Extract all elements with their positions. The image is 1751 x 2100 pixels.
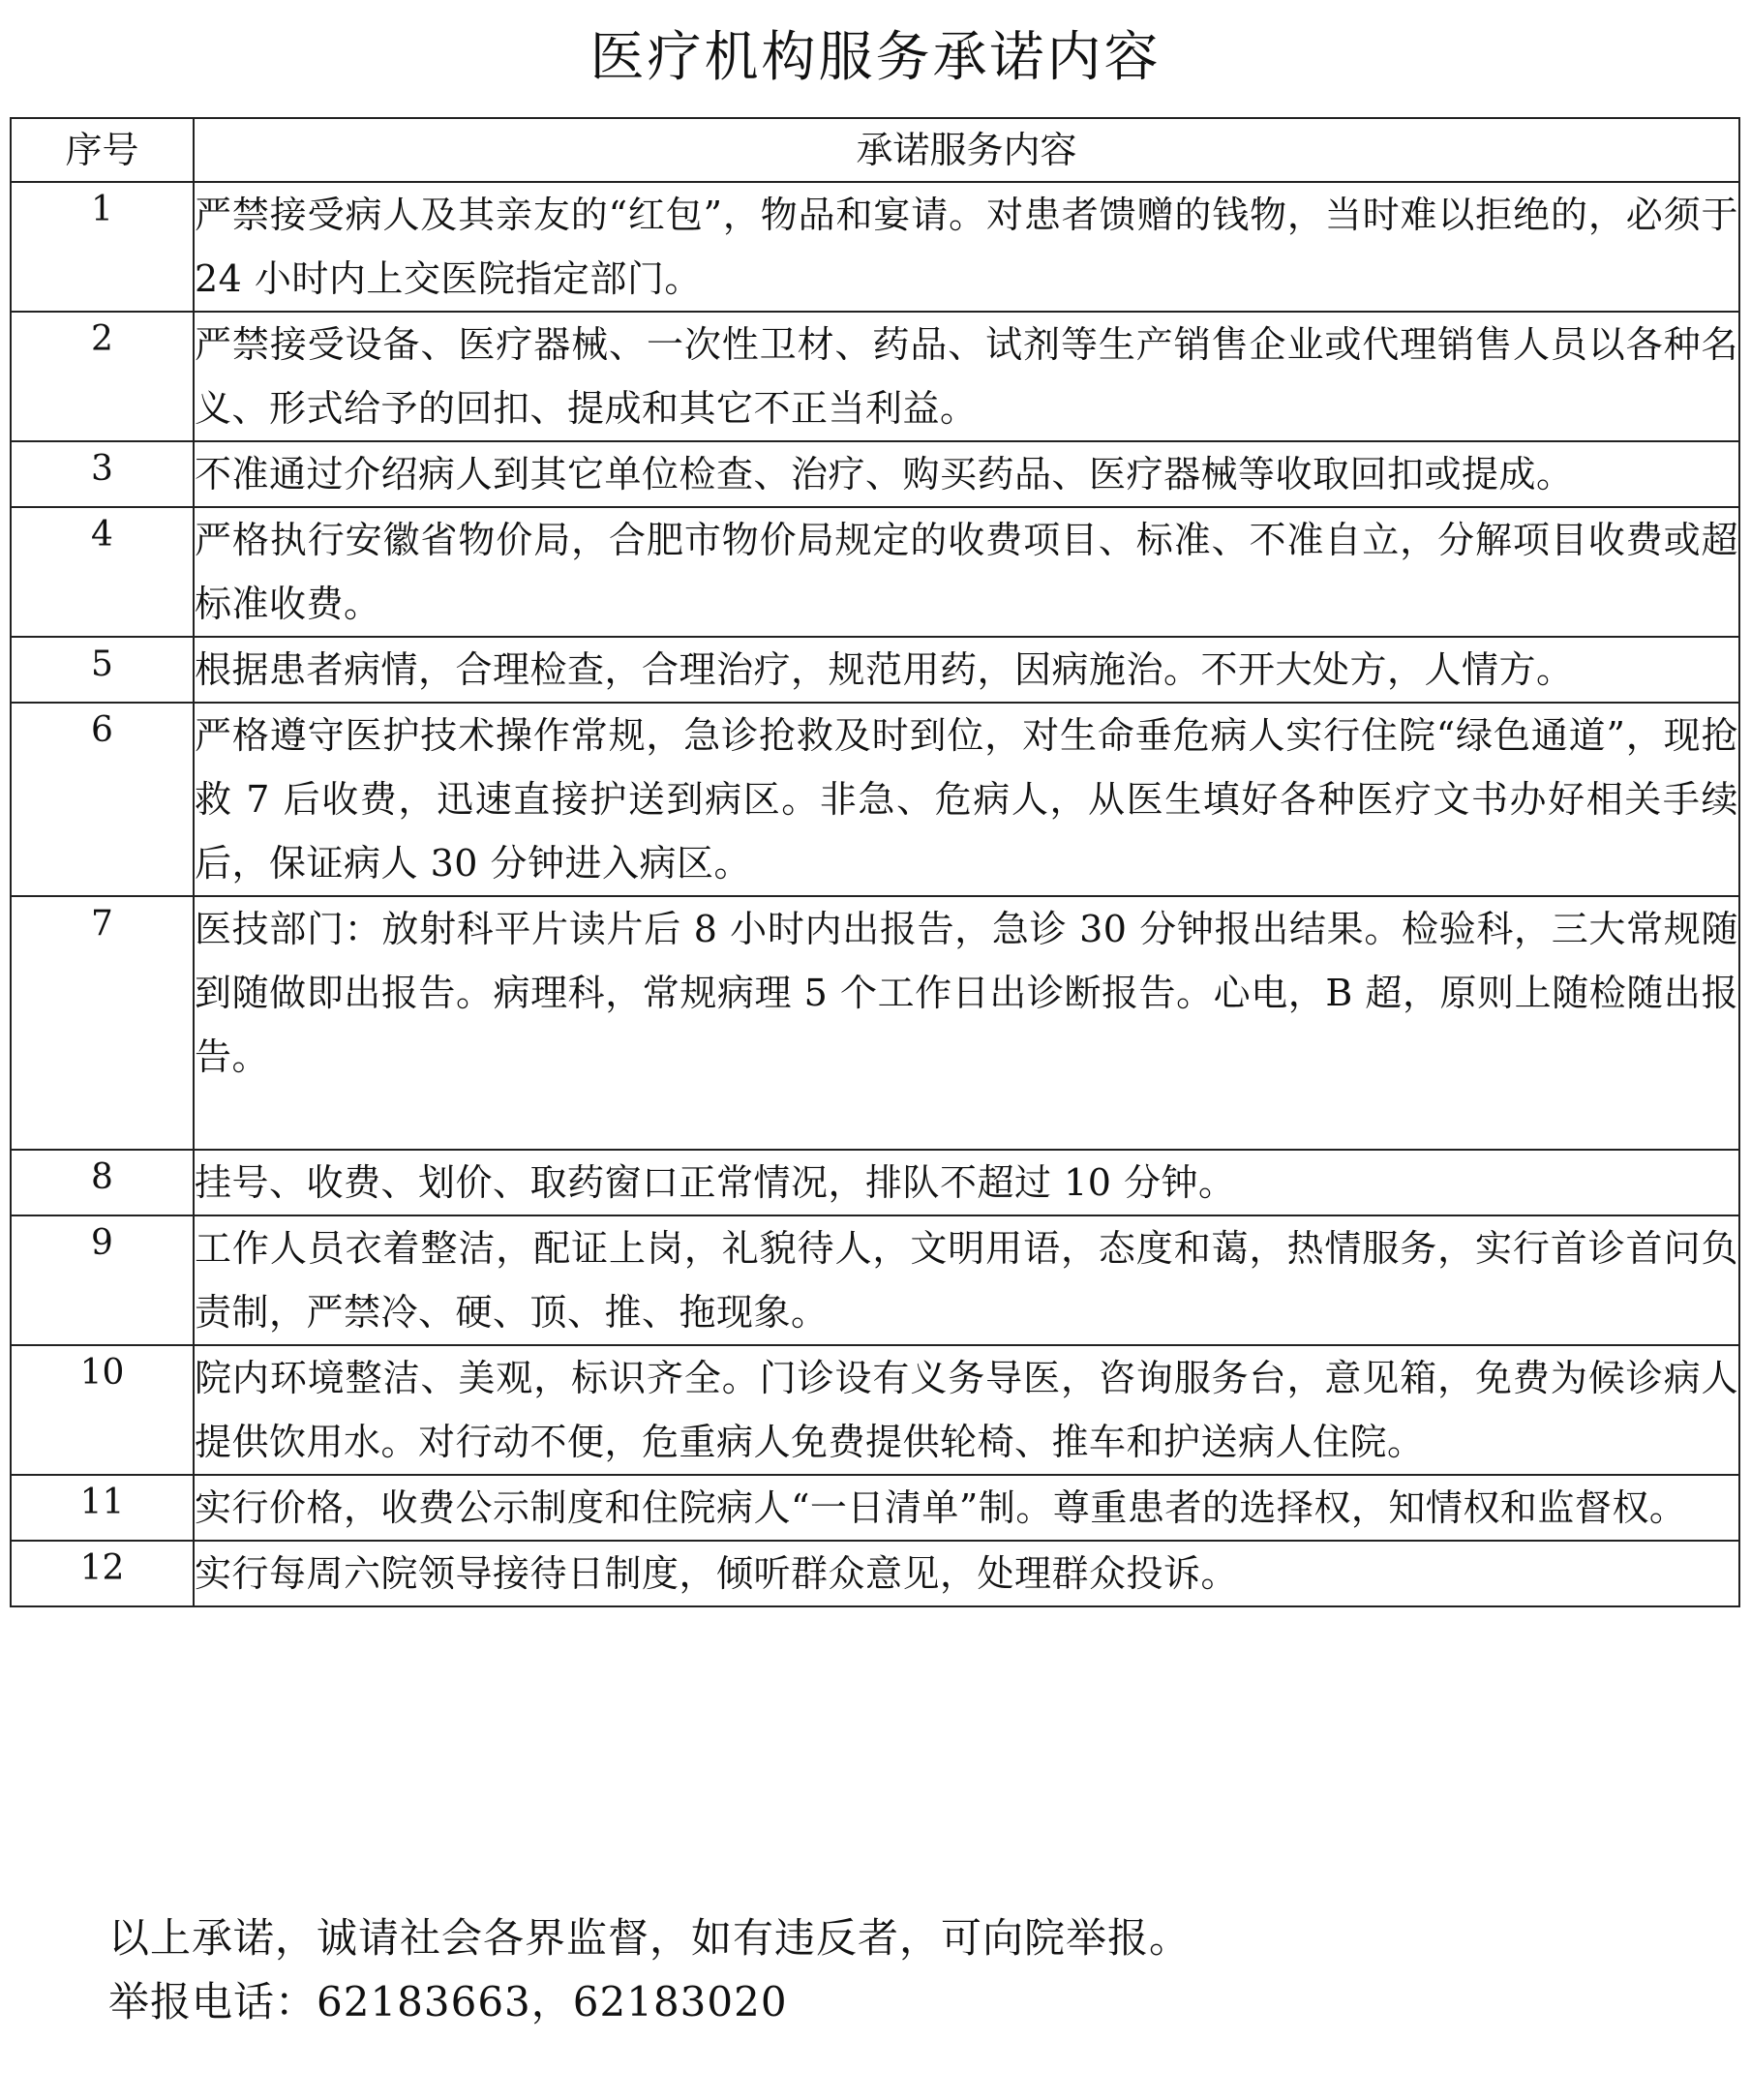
header-content: 承诺服务内容 (194, 118, 1739, 182)
footer-note (108, 1906, 1191, 2034)
table-row (11, 507, 1739, 637)
row-number: 8 (11, 1150, 194, 1215)
table-row (11, 441, 1739, 507)
row-content: 不准通过介绍病人到其它单位检查、治疗、购买药品、医疗器械等收取回扣或提成。 (194, 441, 1739, 507)
row-content: 严禁接受病人及其亲友的“红包”，物品和宴请。对患者馈赠的钱物，当时难以拒绝的，必须于 24 小时内上交医院指定部门。 (194, 182, 1739, 312)
commitment-table (10, 117, 1740, 1607)
row-content: 根据患者病情，合理检查，合理治疗，规范用药，因病施治。不开大处方，人情方。 (194, 637, 1739, 703)
document-title: 医疗机构服务承诺内容 (589, 26, 1162, 89)
row-number: 11 (11, 1475, 194, 1541)
row-content: 严格执行安徽省物价局，合肥市物价局规定的收费项目、标准、不准自立，分解项目收费或超标准收费。 (194, 507, 1739, 637)
row-number: 2 (11, 312, 194, 441)
row-number: 9 (11, 1215, 194, 1345)
table-header-row (11, 118, 1739, 182)
row-number: 5 (11, 637, 194, 703)
table-row (11, 1215, 1739, 1345)
row-content: 实行价格，收费公示制度和住院病人“一日清单”制。尊重患者的选择权，知情权和监督权。 (194, 1475, 1739, 1541)
row-content: 院内环境整洁、美观，标识齐全。门诊设有义务导医，咨询服务台，意见箱，免费为候诊病人提供饮用水。对行动不便，危重病人免费提供轮椅、推车和护送病人住院。 (194, 1345, 1739, 1475)
row-number: 1 (11, 182, 194, 312)
table-row (11, 312, 1739, 441)
table-row (11, 896, 1739, 1150)
table-row (11, 1541, 1739, 1606)
row-number: 7 (11, 896, 194, 1150)
table-row (11, 637, 1739, 703)
table-row (11, 182, 1739, 312)
row-number: 3 (11, 441, 194, 507)
row-content: 挂号、收费、划价、取药窗口正常情况，排队不超过 10 分钟。 (194, 1150, 1739, 1215)
supervision-statement: 以上承诺，诚请社会各界监督，如有违反者，可向院举报。 (108, 1914, 1192, 1962)
report-phone: 举报电话：62183663，62183020 (108, 1978, 788, 2025)
row-content: 严禁接受设备、医疗器械、一次性卫材、药品、试剂等生产销售企业或代理销售人员以各种名义、形式给予的回扣、提成和其它不正当利益。 (194, 312, 1739, 441)
row-content: 严格遵守医护技术操作常规，急诊抢救及时到位，对生命垂危病人实行住院“绿色通道”，现抢救 7 后收费，迅速直接护送到病区。非急、危病人，从医生填好各种医疗文书办好相关手续后，保证病人 30 分钟进入病区。 (194, 703, 1739, 896)
row-content: 实行每周六院领导接待日制度，倾听群众意见，处理群众投诉。 (194, 1541, 1739, 1606)
row-number: 4 (11, 507, 194, 637)
row-number: 10 (11, 1345, 194, 1475)
table-row (11, 1475, 1739, 1541)
row-content: 工作人员衣着整洁，配证上岗，礼貌待人，文明用语，态度和蔼，热情服务，实行首诊首问负责制，严禁冷、硬、顶、推、拖现象。 (194, 1215, 1739, 1345)
header-number: 序号 (11, 118, 194, 182)
row-number: 6 (11, 703, 194, 896)
row-number: 12 (11, 1541, 194, 1606)
table-row (11, 703, 1739, 896)
table-row (11, 1345, 1739, 1475)
row-content: 医技部门：放射科平片读片后 8 小时内出报告，急诊 30 分钟报出结果。检验科，三大常规随到随做即出报告。病理科，常规病理 5 个工作日出诊断报告。心电，B 超，原则上随检随出报告。 (194, 896, 1739, 1150)
table-row (11, 1150, 1739, 1215)
